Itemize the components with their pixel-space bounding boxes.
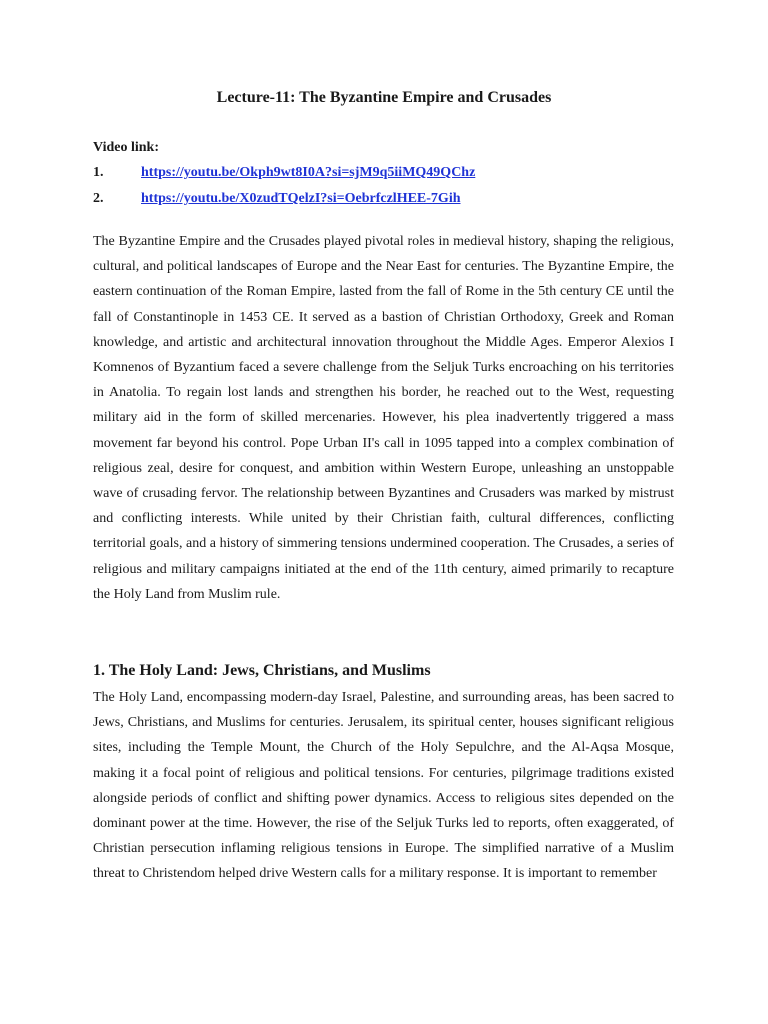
video-link-1[interactable]: https://youtu.be/Okph9wt8I0A?si=sjM9q5iiMQ49QChz [141, 165, 476, 180]
section-paragraph: The Holy Land, encompassing modern-day Israel, Palestine, and surrounding areas, has been sacred to Jews, Christians, and Muslims for centuries. Jerusalem, its spiritual center, houses significant religious sites, including the Temple Mount, the Church of the Holy Sepulchre, and the Al-Aqsa Mosque, making it a focal point of religious and political tensions. For centuries, pilgrimage traditions existed alongside periods of conflict and shifting power dynamics. Access to religious sites depended on the dominant power at the time. However, the rise of the Seljuk Turks led to reports, often exaggerated, of Christian persecution inflaming religious tensions in Europe. The simplified narrative of a Muslim threat to Christendom helped drive Western calls for a military response. It is important to remember [93, 690, 674, 882]
section-heading: 1. The Holy Land: Jews, Christians, and Muslims [93, 662, 431, 679]
document-title: Lecture-11: The Byzantine Empire and Crusades [216, 89, 552, 106]
video-link-item-1 [93, 164, 475, 182]
link-number: 2. [93, 191, 104, 206]
video-link-2[interactable]: https://youtu.be/X0zudTQelzI?si=OebrfczlHEE-7Gih [141, 191, 461, 206]
video-link-item-2 [93, 190, 461, 208]
video-link-label: Video link: [93, 140, 159, 155]
intro-paragraph: The Byzantine Empire and the Crusades played pivotal roles in medieval history, shaping the religious, cultural, and political landscapes of Europe and the Near East for centuries. The Byzantine Empire, the eastern continuation of the Roman Empire, lasted from the fall of Rome in the 5th century CE until the fall of Constantinople in 1453 CE. It served as a bastion of Christian Orthodoxy, Greek and Roman knowledge, and artistic and architectural innovation throughout the Middle Ages. Emperor Alexios I Komnenos of Byzantium faced a severe challenge from the Seljuk Turks encroaching on his territories in Anatolia. To regain lost lands and strengthen his border, he reached out to the West, requesting military aid in the form of skilled mercenaries. However, his plea inadvertently triggered a mass movement far beyond his control. Pope Urban II's call in 1095 tapped into a complex combination of religious zeal, desire for conquest, and ambition within Western Europe, unleashing an unstoppable wave of crusading fervor. The relationship between Byzantines and Crusaders was marked by mistrust and conflicting interests. While united by their Christian faith, cultural differences, conflicting territorial goals, and a history of simmering tensions undermined cooperation. The Crusades, a series of religious and military campaigns initiated at the end of the 11th century, aimed primarily to recapture the Holy Land from Muslim rule. [93, 234, 674, 602]
link-number: 1. [93, 165, 104, 180]
